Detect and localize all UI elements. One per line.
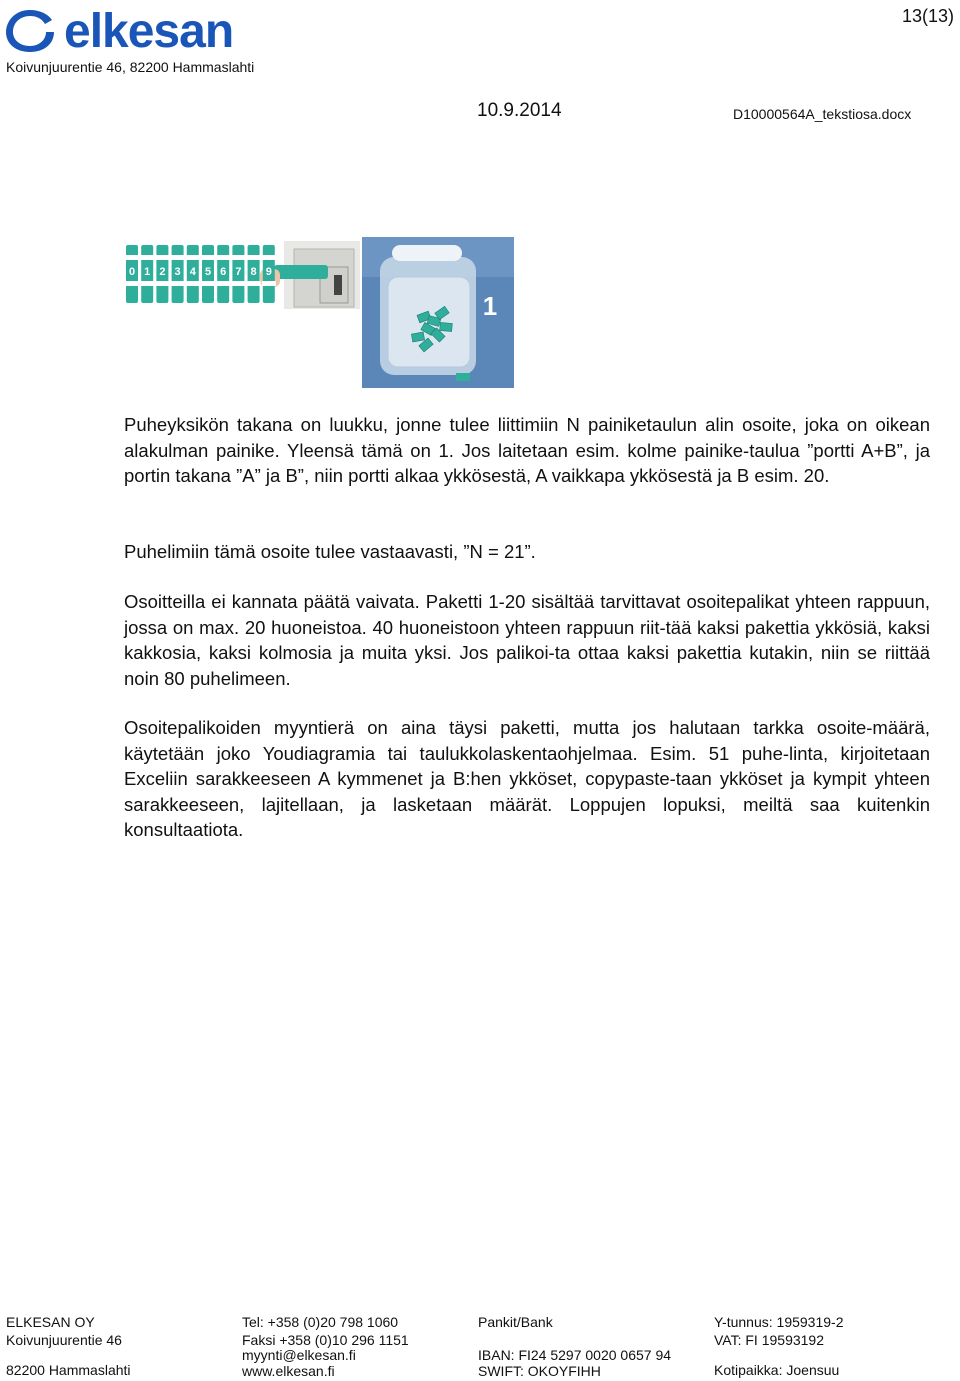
footer-contact [242,1314,409,1380]
strip-block-notch [216,255,230,260]
strip-block-notch [125,281,139,286]
footer-business-id: Y-tunnus: 1959319-2 [714,1314,844,1330]
address-block-package-photo [362,237,514,388]
strip-block-notch [186,255,200,260]
footer-bank [478,1314,671,1380]
footer-street: Koivunjuurentie 46 [6,1332,122,1348]
logo-wordmark: elkesan [64,5,234,58]
strip-digit-label: 0 [128,266,136,278]
footer-registration [714,1314,843,1379]
strip-digit-label: 5 [204,266,212,278]
footer-email-link[interactable]: myynti@elkesan.fi [242,1347,356,1363]
paragraph-4: Osoitepalikoiden myyntierä on aina täysi paketti, mutta jos halutaan tarkka osoite-määrä, käytetään joko Youdiagramia tai taulukkolaskentaohjelmaa. Esim. 51 puhe-linta, kirjoitetaan Exceliin sarakkeeseen A kymmenet ja B:hen ykköset, copypaste-taan ykköset ja kympit yhteen sarakkeeseen, lajitellaan, ja lasketaan määrät. Loppujen lopuksi, meiltä saa kuitenkin konsultaatiota. [124,717,930,840]
page-number: 13(13) [901,6,954,26]
strip-block-notch [231,281,245,286]
strip-digit-label: 7 [235,266,242,278]
strip-digit-label: 4 [189,266,196,278]
strip-digit-label: 3 [174,266,181,278]
footer-website-link[interactable]: www.elkesan.fi [242,1363,335,1379]
strip-block-notch [171,255,185,260]
address-block-strip-photo [124,241,360,309]
strip-block-notch [140,255,154,260]
strip-digit-label: 1 [144,266,151,278]
strip-block-notch [125,255,139,260]
strip-block-notch [155,255,169,260]
strip-block-notch [171,281,185,286]
footer-company [6,1314,131,1379]
paragraph-2: Puhelimiin tämä osoite tulee vastaavasti, ”N = 21”. [124,541,536,562]
footer-domicile: Kotipaikka: Joensuu [714,1362,840,1378]
header-address: Koivunjuurentie 46, 82200 Hammaslahti [6,59,255,75]
footer-company-name: ELKESAN OY [6,1314,95,1330]
strip-digit-label: 8 [250,266,257,278]
strip-block-notch [140,281,154,286]
footer-iban: IBAN: FI24 5297 0020 0657 94 [478,1347,672,1363]
elkesan-logo [4,4,274,58]
strip-block-notch [231,255,245,260]
footer-swift: SWIFT: OKOYFIHH [478,1363,601,1379]
logo-swoosh-icon [4,8,56,54]
strip-block-notch [262,281,276,286]
strip-block-notch [216,281,230,286]
strip-block-notch [247,281,261,286]
document-filename: D10000564A_tekstiosa.docx [733,106,912,122]
strip-digit-label: 9 [265,266,272,278]
footer-phone: Tel: +358 (0)20 798 1060 [242,1314,399,1330]
strip-block-notch [201,281,215,286]
strip-block-notch [155,281,169,286]
paragraph-1: Puheyksikön takana on luukku, jonne tulee liittimiin N painiketaulun alin osoite, joka on oikean alakulman painike. Yleensä tämä on 1. Jos laitetaan esim. kolme painike-taulua ”portti A+B”, ja portin takana ”A” ja B”, niin portti alkaa ykkösestä, A vaikkapa ykkösestä ja B esim. 20. [124,414,930,486]
footer-fax: Faksi +358 (0)10 296 1151 [242,1332,409,1348]
pack-number-label: 1 [482,291,498,321]
strip-block-notch [262,255,276,260]
document-date: 10.9.2014 [477,100,562,121]
footer-postal: 82200 Hammaslahti [6,1362,131,1378]
strip-block-notch [201,255,215,260]
strip-digit-label: 6 [220,266,227,278]
footer-bank-label: Pankit/Bank [478,1314,553,1330]
strip-block-notch [247,255,261,260]
strip-block-notch [186,281,200,286]
strip-digit-label: 2 [159,266,166,278]
footer-vat: VAT: FI 19593192 [714,1332,824,1348]
paragraph-3: Osoitteilla ei kannata päätä vaivata. Paketti 1-20 sisältää tarvittavat osoitepalikat yhteen rappuun, jossa on max. 20 huoneistoa. 40 huoneistoon yhteen rappuun riit-tää kaksi pakettia ykkösiä, kaksi kakkosia, kaksi kolmosia ja muita yksi. Jos palikoi-ta ottaa kaksi pakettia kutakin, niin se riittää noin 80 puhelimeen. [124,591,930,689]
